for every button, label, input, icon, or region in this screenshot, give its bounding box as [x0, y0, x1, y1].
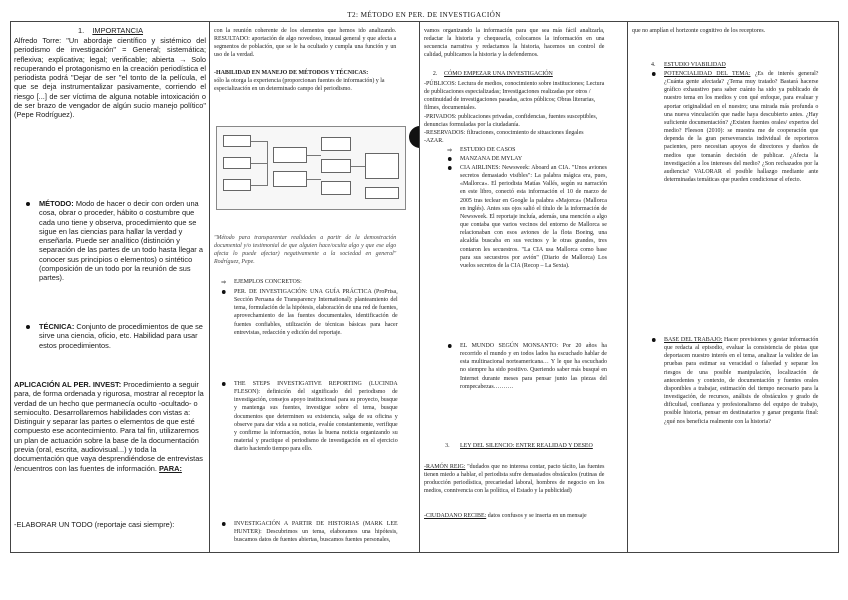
arrow-icon: ⇒	[220, 278, 226, 286]
col4-intro: que no amplían el horizonte cognitivo de los receptores.	[632, 27, 766, 34]
cia-text: Newsweek: Aboard an CIA. "Unos aviones secretos demasiado visibles": La palabra mágica era, pues, «Mallorca». El periodista Matías Vallés, según su narración en este libro, conectó esta información el 10 de marzo de 2005 tras teclear en Google la palabra «Majorca» (Mallorca en inglés). Antes sus ojos salió el título de la información de Newsweek. El reportaje incluía, además, una mención a algo que contaba que varios vecinos del entorno de Mallorca se relacionaban con esos aviones de la flota Boeing, una alcaldía buscaba en sus vecinos y le otras grandes, tres contaron les secuestros. "La CIA usa Mallorca como base para sus secuestros por avión" (Diario de Mallorca) Los vuelos secretos de la CIA (Recop – La Sexta).	[460, 164, 607, 269]
section-heading-importancia	[11, 26, 210, 35]
diagram-box	[273, 147, 307, 163]
diagram-connector	[351, 166, 365, 167]
ciudadano-label: -CIUDADANO RECIBE:	[424, 512, 487, 519]
ejemplo-3-title: INVESTIGACIÓN A PARTIR DE HISTORIAS (MARK LEE HUNTER):	[234, 520, 398, 536]
ejemplo-item-2	[234, 380, 398, 453]
section-title: CÓMO EMPEZAR UNA INVESTIGACIÓN	[444, 70, 553, 77]
bullet-icon	[652, 338, 656, 342]
aplicacion-text: Procedimiento a seguir para, de forma ordenada y rigurosa, mostrar al receptor la verdad de un hecho que permanecía oculto -ocultado- o semioculto. Desarrollaremos habilidades con vistas a: Distinguir y separar las partes o elementos de que esté compuesto ese acontecimiento. Para tal fin, utilizaremos un plan de actuación sobre la base de la documentación previa (oral, escrita, audiovisual...) y toda la documentación que vaya desprendiéndose de entrevistas /encuentros con las fuentes de información.	[14, 380, 204, 473]
method-diagram	[216, 126, 406, 210]
ejemplo-item-3	[234, 520, 398, 544]
metodo-text: Modo de hacer o decir con orden una cosa, obrar o proceder, hábito o costumbre que cada uno tiene y observa, procedimiento que se sigue en las ciencias para hallar la verdad y enseñarla. Puede ser analítico (distinción y separación de las partes de un todo hasta llegar a conocer sus principios o elementos) o sintético (composición de un todo por la reunión de sus partes).	[39, 199, 203, 283]
ramon-paragraph	[424, 463, 604, 496]
cia-title: CIA AIRLINES:	[460, 164, 501, 171]
arrow-icon: ⇒	[446, 146, 452, 154]
ejemplos-label: EJEMPLOS CONCRETOS:	[234, 278, 302, 285]
bullet-icon	[448, 166, 452, 170]
column-4	[628, 22, 838, 552]
page-title: T2: MÉTODO EN PER. DE INVESTIGACIÓN	[347, 11, 501, 19]
tecnica-text: Conjunto de procedimientos de que se sirve una ciencia, oficio, etc. Habilidad para usar estos procedimientos.	[39, 322, 203, 350]
elaborar-line: -ELABORAR UN TODO (reportaje casi siempre):	[14, 520, 175, 529]
figure-caption: "Método para transparentar realidades a partir de la demostración documental y/o testimonial de que alguien hace/oculta algo y que ese algo afecta lo puede afectar) negativamente a la sociedad en general" Rodríguez, Pepe.	[214, 234, 397, 266]
section-number: 1.	[77, 26, 85, 35]
diagram-connector	[307, 155, 321, 156]
estudio-label: ESTUDIO DE CASOS	[460, 146, 516, 153]
diagram-connector	[267, 141, 268, 186]
ejemplo-2-text: definición del significado del periodismo de investigación, consejos apoyo institucional para su proyecto, busque y mantenga sus fuentes, investigue sobre el tema, busque documentos que determinen su existencia, salga de su oficina y observe para dar vida a su noticia, evalúe constantemente, verifique y confirme la información, notas la buena noticia organizando su material y practique el periodismo de investigación en el ejercicio diario haciendo tiempo para ello.	[234, 388, 398, 453]
column-1	[11, 22, 210, 552]
diagram-box	[223, 135, 251, 147]
ejemplo-2-title: THE STEPS INVESTIGATIVE REPORTING (LUCINDA FLESON):	[234, 380, 398, 396]
column-2	[210, 22, 420, 552]
diagram-box	[321, 137, 351, 151]
section-title: IMPORTANCIA	[92, 26, 144, 35]
diagram-box	[365, 187, 399, 199]
ciudadano-paragraph	[424, 512, 604, 520]
tecnica-item	[39, 322, 205, 350]
bullet-icon	[26, 202, 30, 206]
bullet-icon	[222, 290, 226, 294]
estudio-heading	[446, 146, 607, 154]
diagram-connector	[251, 185, 267, 186]
fuentes-list: -PÚBLICOS: Lectura de medios, conocimiento sobre instituciones; Lectura de publicaciones especializadas; Investigaciones realizadas por otros / continuidad de investigaciones pasadas, actos públicos; Obras literarias, filmes, documentales. -PRIVADOS: publicaciones privadas, confidencias, fuentes susceptibles, denuncias formuladas por la ciudadanía. -RESERVADOS: filtraciones, conocimiento de situaciones ilegales -AZAR.	[424, 80, 605, 145]
monsanto-text: Por 20 años ha recorrido el mundo y en todos lados ha escuchado hablar de esta multinacional norteamericana… Y le que ha escuchado no siempre ha sido positivo. Queriendo saber más busqué en Internet durante meses para pensar junto las piezas del rompecabezas……….	[460, 342, 607, 390]
section-title: LEY DEL SILENCIO: ENTRE REALIDAD Y DESEO	[460, 442, 593, 449]
metodo-item	[39, 199, 205, 283]
ejemplo-1-title: PER. DE INVESTIGACIÓN: UNA GUÍA PRÁCTICA	[234, 288, 372, 295]
habilidad-text: sólo la otorga la experiencia (proporcionan fuentes de información) y la especialización en un determinado campo del periodismo.	[214, 77, 385, 93]
section-heading-empezar	[432, 70, 606, 78]
col2-intro: con la reunión coherente de los elementos que hemos ido analizando. RESULTADO: aportación de algo novedoso, inusual general y que afecta a segmentos de población, que se le ha ocultado y cumpla una función y un uso de la verdad.	[214, 27, 397, 59]
bullet-icon	[222, 522, 226, 526]
diagram-box	[321, 181, 351, 195]
ejemplo-1-text: (ProPrisa, Sección Peruana de Transparency International): planteamiento del tema, formulación de la hipótesis, elaboración de una red de fuentes, aprovechamiento de las fuentes documentales, identificación de fuentes confiables, utilización de técnicas básicas para hacer entrevistas, redacción y edición del reportaje.	[234, 288, 398, 336]
diagram-box	[321, 159, 351, 173]
metodo-label: MÉTODO:	[39, 199, 74, 208]
diagram-connector	[307, 179, 321, 180]
ejemplo-3-text: Descubrimos un tema, elaboramos una hipótesis, buscamos datos de fuentes abiertas, buscamos fuentes personales,	[234, 528, 398, 544]
col3-intro: vamos organizando la información para que sea más fácil analizarla, redactar la historia y chequearla, colocamos la información en una secuencia narrativa y redactamos la historia, hacemos un control de calidad, publicamos la historia y la defendemos.	[424, 27, 605, 59]
bullet-icon	[222, 382, 226, 386]
diagram-box	[223, 157, 251, 169]
bullet-icon	[448, 157, 452, 161]
manzana-item	[460, 155, 607, 163]
ramon-label: -RAMÓN REIG:	[424, 463, 466, 470]
ejemplos-heading	[220, 278, 398, 286]
diagram-connector	[251, 163, 267, 164]
monsanto-item	[460, 342, 607, 391]
intro-paragraph: Alfredo Torre: "Un abordaje científico y sistémico del periodismo de investigación" = General; sistemática; reflexiva; explicativa; legal; verificable; abierta → Solo recuperando el protagonismo en la creación periodística el periodista podrá "Dejar de ser "el tonto de la película, el que se deja instrumentalizar pasivamente, corriendo el riesgo [...] de ser víctima de alguna notable intoxicación o de ser brazo de vengador de algún sucio manejo político" (Pepe Rodríguez).	[14, 36, 206, 120]
base-trabajo-text: Hacer previsiones y gestar información que redacta al episodio, evaluar la consistencia de pistas que deportacen nuestro interés en el tema, analizar la validez de las pruebas para estimar su veracidad o falsedad y separar los riesgos de una posible manipulación, localización de antecedentes y contexto, de documentación y fuentes orales disponibles a trabajar, estimación del tiempo necesario para la investigación, de recursos, análisis de obstáculos y grado de dificultad, confianza y profesionalismo del equipo de trabajo, posible historia, pensar en destinatarios y ganar pregunta final: ¿qué nos beneficia realmente con la historia?	[664, 336, 819, 425]
section-title: ESTUDIO VIABILIDAD	[664, 61, 726, 68]
potencialidad-item	[664, 70, 818, 184]
habilidad-heading: -HABILIDAD EN MANEJO DE MÉTODOS Y TÉCNICAS:	[214, 69, 369, 76]
bullet-icon	[652, 72, 656, 76]
aplicacion-label: APLICACIÓN AL PER. INVEST:	[14, 380, 122, 389]
ejemplo-item-1	[234, 288, 398, 337]
diagram-box	[273, 171, 307, 187]
column-3	[420, 22, 628, 552]
ciudadano-text: datos confusos y se inserta en un mensaje	[486, 512, 587, 519]
diagram-connector	[251, 141, 267, 142]
section-number: 3.	[445, 442, 450, 449]
base-trabajo-item	[664, 336, 818, 426]
page-edge-marker	[409, 126, 420, 148]
diagram-box	[223, 179, 251, 191]
bullet-icon	[26, 325, 30, 329]
para-label: PARA:	[159, 463, 182, 473]
base-trabajo-title: BASE DEL TRABAJO:	[664, 336, 723, 343]
section-heading-viabilidad	[650, 61, 818, 69]
section-number: 4.	[650, 61, 656, 68]
tecnica-label: TÉCNICA:	[39, 322, 75, 331]
diagram-box	[365, 153, 399, 179]
manzana-label: MANZANA DE MYLAY	[460, 155, 523, 162]
bullet-icon	[448, 344, 452, 348]
monsanto-title: EL MUNDO SEGÚN MONSANTO:	[460, 342, 559, 349]
habilidad-block	[214, 69, 396, 93]
section-number: 2.	[432, 70, 438, 77]
aplicacion-paragraph	[14, 380, 206, 473]
potencialidad-text: ¿Es de interés general? ¿Cuánta gente afectada? ¿Tema muy tratado? Bastará hacerse gráfico exhaustivo para saber cuánto ha sido ya publicado de nuestro tema en los medios y con qué enfoque, para evaluar y aportar originalidad en el nuestro; una mirada más profunda o una nueva vinculación que nadie haya descubierto antes. ¿Hay suficiente documentación? ¿Existen fuentes orales/ expertos del medio? Fleeson (2010): se muestra me de cooperación que dependa de la gran perseverancia individual de reporteros pacientes, pero necesitan apoyos de directores y dueños de medios que tomarán decisión de publicar. ¿Afecta la investigación a los intereses del medio? ¿Son rechazados por la audiencia? VALORAR el posible hallazgo mediante ante determinadas temáticas que pueden condicionar el efecto.	[664, 70, 819, 184]
cia-item	[460, 164, 607, 270]
content-table	[10, 21, 839, 553]
potencialidad-title: POTENCIALIDAD DEL TEMA:	[664, 70, 751, 77]
section-heading-silencio	[445, 442, 607, 450]
ramon-text: "dudados que no interesa contar, pacto tácito, las fuentes tienen miedo a hablar, el periodista sufre demasiados obstáculos (rutinas de producción periodística, precariedad laboral, hombres de negocio en los medios, connivencia con la política, el Estado y la publicidad)	[424, 463, 605, 495]
